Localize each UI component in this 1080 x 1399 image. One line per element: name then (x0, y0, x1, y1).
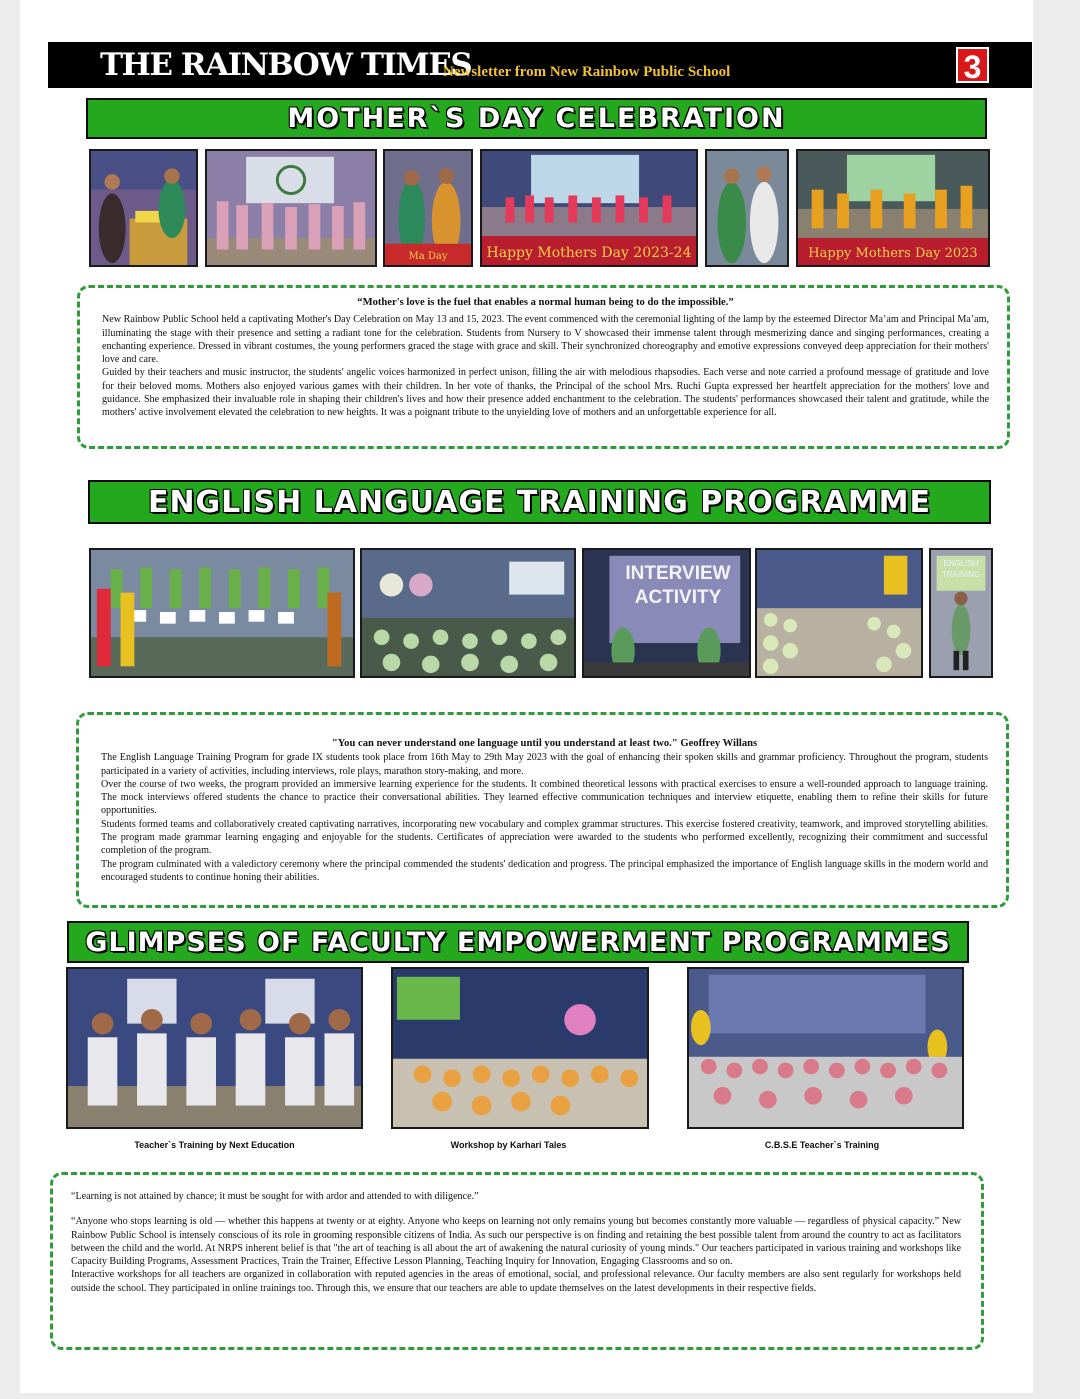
page-number-badge: 3 (956, 47, 989, 83)
mothers-day-quote: “Mother's love is the fuel that enables a normal human being to do the impossible.” (357, 297, 734, 308)
mothers-day-paragraph-2: Guided by their teachers and music instructor, the students' angelic voices harmonized in perfect unison, filling the air with melodious rhapsodies. Each verse and note carried a profound message of gratitude and love for their beloved moms. Mothers also enjoyed various games with their children. In her vote of thanks, the Principal of the school Mrs. Ruchi Gupta expressed her heartfelt appreciation for the mothers' love and guidance. She emphasized their invaluable role in shaping their children's lives and how their presence added enchantment to the celebration. The students' performances showcased their talent and gratitude, while the mothers' active involvement elevated the celebration to new heights. It was a poignant tribute to the unyielding love of mothers and an unforgettable experience for all. (102, 367, 989, 419)
faculty-paragraph-2: Interactive workshops for all teachers are organized in collaboration with reputed agencies in the areas of emotional, social, and professional relevance. Our faculty members are also sent regularly for workshops held outside the school. They participated in online trainings too. Through this, we ensure that our teachers are able to update themselves on the latest developments in their respective fields. (71, 1269, 961, 1294)
mothers-day-photo-dance (480, 149, 698, 267)
faculty-photo-next-education (66, 967, 363, 1129)
english-training-banner (88, 480, 991, 524)
photo-overlay-text: Happy Mothers Day 2023-24 (486, 245, 692, 261)
mothers-day-paragraph-1: New Rainbow Public School held a captivating Mother's Day Celebration on May 13 and 15, 2023. The event commenced with the ceremonial lighting of the lamp by the esteemed Director Ma’am and Principal Ma’am, illuminating the stage with their presence and setting a radiant tone for the celebration. Students from Nursery to V showcased their immense talent through mesmerizing dance and singing performances, creating a enchanting experience. Dressed in vibrant costumes, the young performers graced the stage with grace and skill. Their synchronized choreography and emotive expressions conveyed deep appreciation for their mothers' love and care. (102, 314, 989, 366)
mothers-day-heading: MOTHER`S DAY CELEBRATION (287, 103, 786, 134)
faculty-photo-cbse-training (687, 967, 964, 1129)
faculty-caption-karhari-tales: Workshop by Karhari Tales (450, 1140, 567, 1150)
faculty-photo-karhari-tales (391, 967, 649, 1129)
photo-overlay-text: ENGLISH TRAINING (941, 559, 981, 579)
english-training-paragraph-1: The English Language Training Program for grade IX students took place from 16th May to 29th May 2023 with the goal of enhancing their spoken skills and grammar proficiency. Throughout the program, students participated in a variety of activities, including interviews, role plays, marathon story-making, and more. (101, 752, 988, 777)
english-photo-classroom (360, 548, 576, 678)
mothers-day-photo-performance (796, 149, 990, 267)
faculty-banner (67, 921, 969, 963)
english-training-paragraph-4: The program culminated with a valedictory ceremony where the principal commended the students' dedication and progress. The principal emphasized the importance of English language skills in the modern world and encouraged students to continue honing their abilities. (101, 858, 988, 883)
faculty-quote: “Learning is not attained by chance; it must be sought for with ardor and attended to with diligence.” (71, 1191, 479, 1202)
english-training-paragraph-3: Students formed teams and collaboratively created captivating narratives, incorporating new vocabulary and complex grammar structures. This exercise fostered creativity, teamwork, and improved storytelling abilities. The program made grammar learning engaging and enjoyable for the students. Certificates of appreciation were awarded to the students who performed excellently, recognizing their commitment and successful completion of the program. (101, 818, 988, 857)
photo-overlay-text: Happy Mothers Day 2023 (808, 246, 978, 261)
mothers-day-photo-stage-group (205, 149, 377, 267)
english-photo-auditorium (755, 548, 923, 678)
faculty-caption-cbse-training: C.B.S.E Teacher`s Training (764, 1140, 880, 1150)
english-training-heading: ENGLISH LANGUAGE TRAINING PROGRAMME (147, 484, 932, 520)
mothers-day-photo-presentation (705, 149, 789, 267)
english-photo-interview-activity (582, 548, 751, 678)
mothers-day-banner (86, 98, 987, 139)
newsletter-subtitle: Newsletter from New Rainbow Public School (443, 64, 731, 80)
faculty-article (50, 1172, 984, 1350)
faculty-paragraph-1: “Anyone who stops learning is old — whether this happens at twenty or at eighty. Anyone who keeps on learning not only remains young but becomes constantly more valuable — regardless of physical capacity.” New Rainbow Public School is intensely conscious of its role in grooming responsible citizens of India. As such our perspective is on finding and retaining the best possible talent from around the country to act as facilitators between the child and the world. At NRPS inherent belief is that "the art of teaching is all about the art of awakening the natural curiosity of young minds." Our teachers participated in various training and workshops like Capacity Building Programs, Assessment Practices, Train the Trainer, Effective Lesson Planning, Teaching Inquiry for Innovation, Engaging Classrooms and so on. (71, 1216, 961, 1268)
mothers-day-photo-lamp-lighting (89, 149, 198, 267)
english-training-article (76, 712, 1009, 908)
faculty-heading: GLIMPSES OF FACULTY EMPOWERMENT PROGRAMMES (85, 926, 951, 958)
newsletter-title: THE RAINBOW TIMES (100, 47, 472, 83)
faculty-caption-next-education: Teacher`s Training by Next Education (134, 1140, 295, 1150)
photo-overlay-text: Ma Day (408, 251, 448, 262)
english-training-paragraph-2: Over the course of two weeks, the program provided an immersive learning experience for the students. It combined theoretical lessons with practical exercises to ensure a well-rounded approach to language training. The mock interviews offered students the chance to practice their conversational abilities. They learned effective communication techniques and interview etiquette, enabling them to refine their skills for future opportunities. (101, 778, 988, 817)
photo-overlay-text: INTERVIEW ACTIVITY (625, 563, 731, 608)
english-training-quote: "You can never understand one language until you understand at least two." Geoffrey Willans (331, 738, 758, 749)
english-photo-certificates-group (89, 548, 355, 678)
mothers-day-photo-award (383, 149, 473, 267)
english-photo-speaker (929, 548, 993, 678)
mothers-day-article (77, 285, 1010, 449)
